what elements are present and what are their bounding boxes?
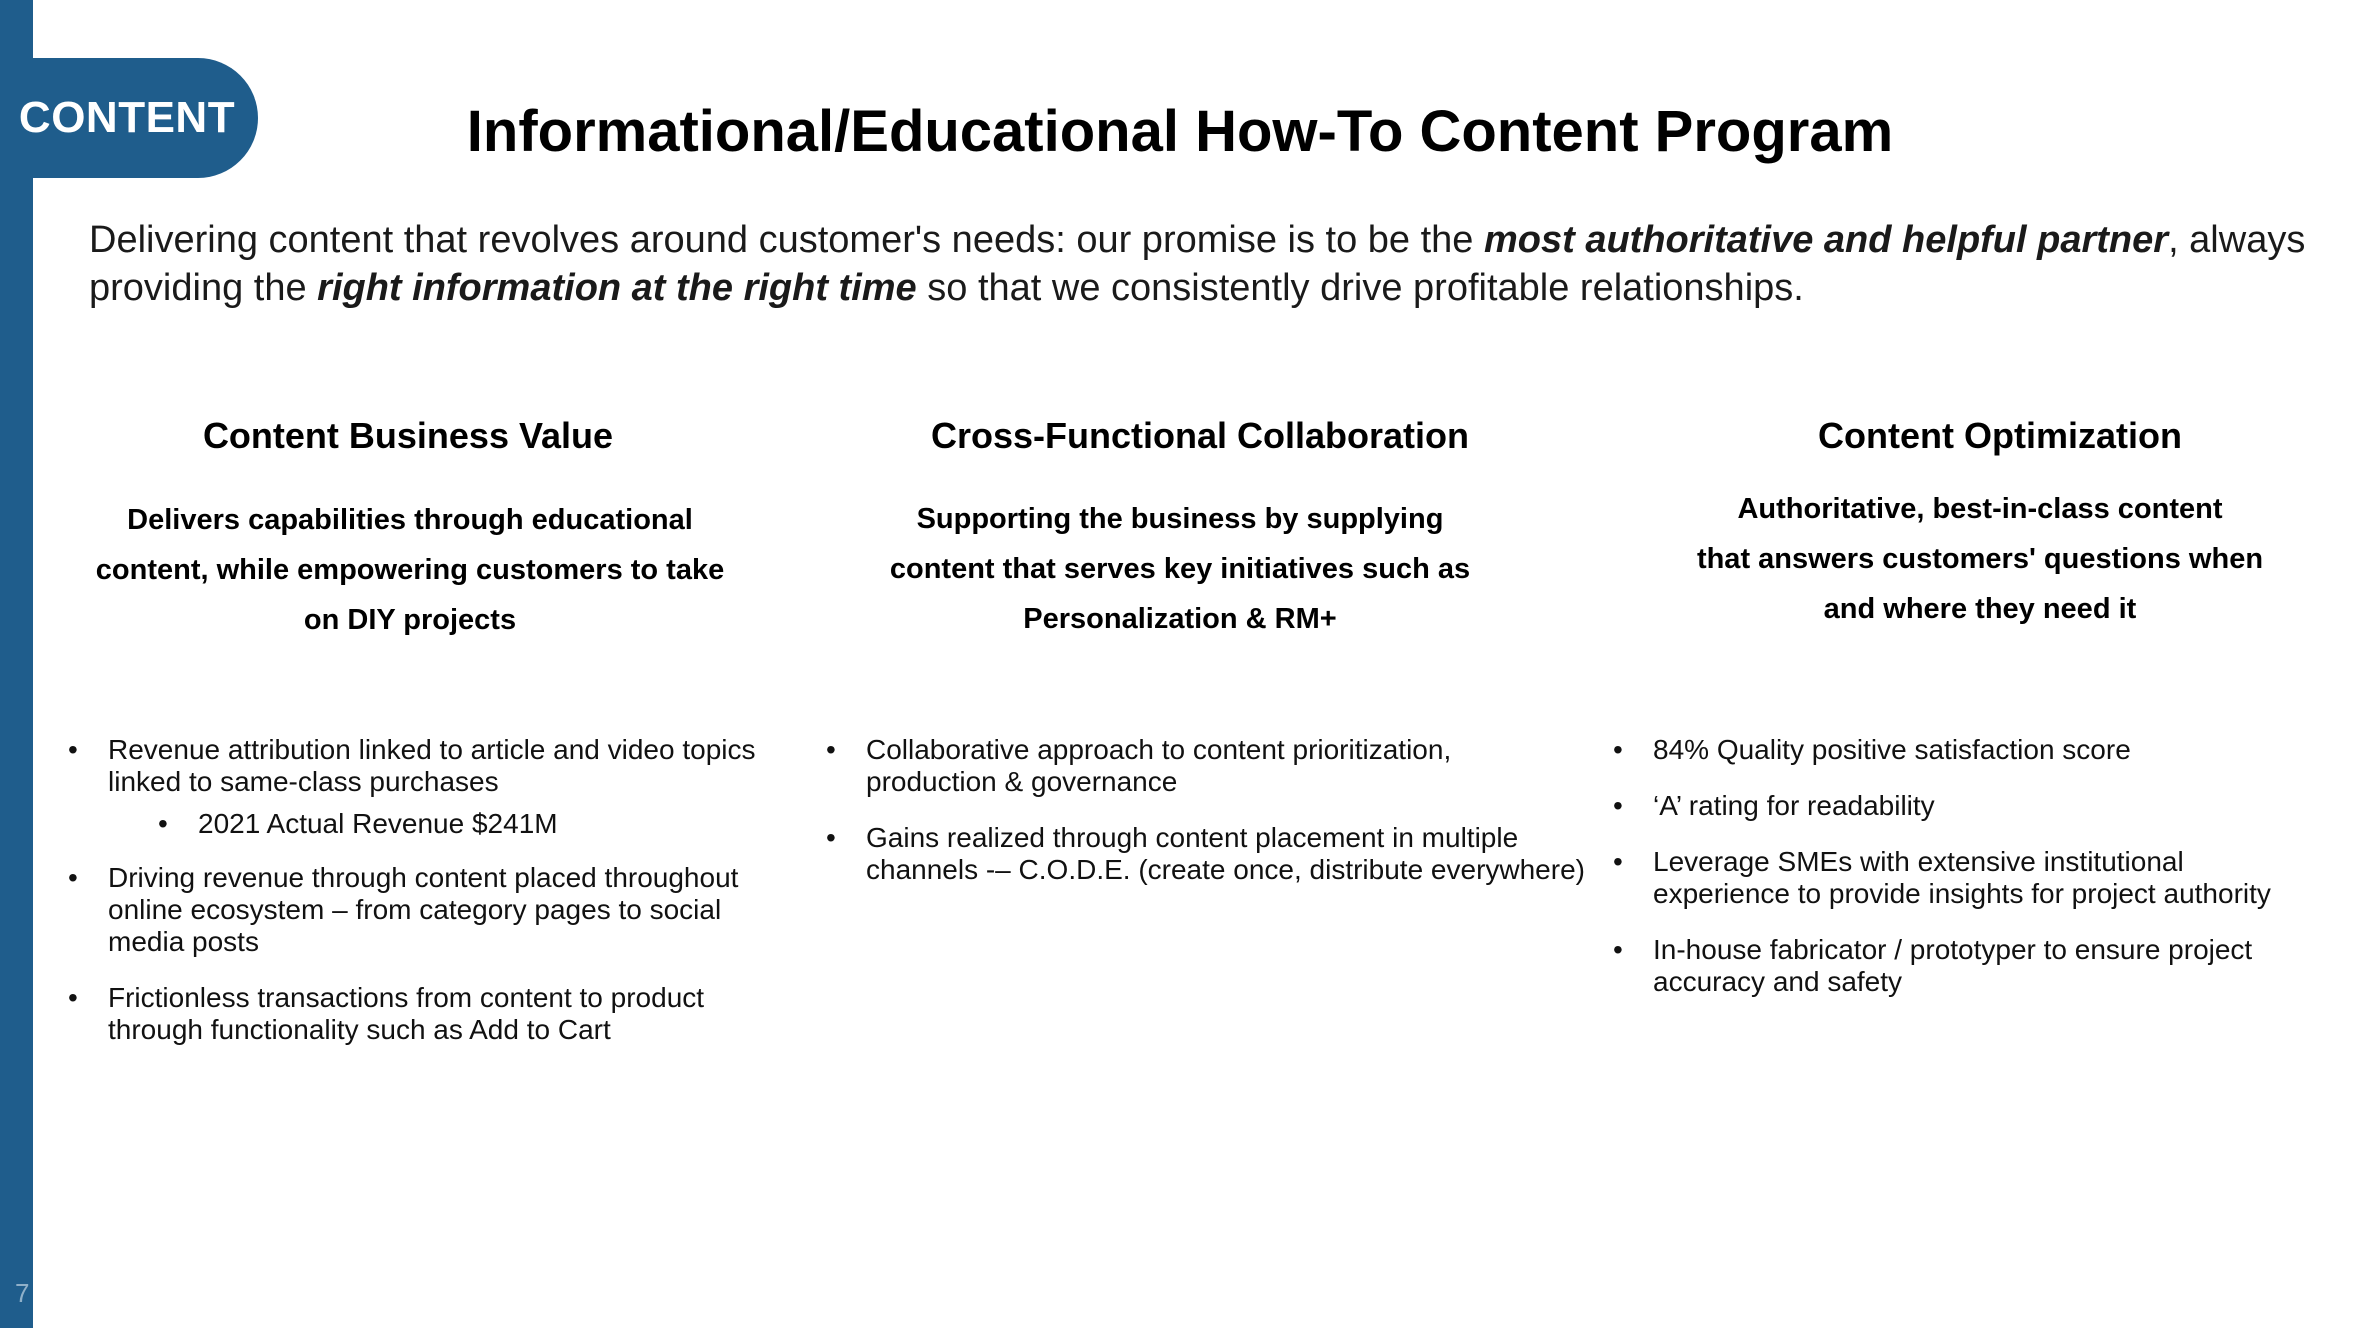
bullet-dot: •: [68, 862, 78, 893]
intro-text-3: so that we consistently drive profitable relationships.: [916, 267, 1804, 309]
list-item-text: Gains realized through content placement in multiple channels -– C.O.D.E. (create once, distribute everywhere): [866, 822, 1585, 885]
column-title-business-value: Content Business Value: [202, 415, 614, 456]
list-item-text: Frictionless transactions from content to product through functionality such as Add to Cart: [108, 982, 705, 1045]
intro-text-2: , always providing the: [89, 219, 2306, 309]
page-number: 7: [15, 1278, 30, 1308]
intro-emphasis-2: right information at the right time: [317, 267, 917, 309]
list-item: [68, 862, 768, 958]
column-title-collaboration: Cross-Functional Collaboration: [930, 415, 1469, 456]
list-item: [1613, 934, 2313, 998]
list-item-text: Driving revenue through content placed throughout online ecosystem – from category pages to social media posts: [108, 862, 739, 957]
subtitle-line: content, while empowering customers to take: [95, 554, 725, 586]
bullet-dot: •: [1613, 934, 1623, 965]
subtitle-line: Delivers capabilities through educational: [127, 504, 693, 536]
left-accent-bar: [0, 0, 33, 1328]
column-subtitle-business-value: [60, 495, 760, 645]
intro-emphasis-1: most authoritative and helpful partner: [1483, 219, 2169, 261]
intro-text-1: Delivering content that revolves around customer's needs: our promise is to be the: [89, 219, 1484, 261]
list-item-text: In-house fabricator / prototyper to ensure project accuracy and safety: [1653, 934, 2253, 997]
list-item: [826, 734, 1586, 798]
list-item: [68, 982, 768, 1046]
bullet-list-optimization: [1613, 734, 2313, 1022]
column-subtitle-collaboration: [820, 494, 1540, 644]
column-title-optimization: Content Optimization: [1818, 415, 2182, 456]
bullet-dot: •: [158, 808, 168, 839]
subtitle-line: Personalization & RM+: [1023, 603, 1337, 635]
bullet-dot: •: [1613, 846, 1623, 877]
bullet-dot: •: [1613, 790, 1623, 821]
bullet-dot: •: [68, 982, 78, 1013]
subtitle-line: that answers customers' questions when: [1696, 543, 2264, 575]
section-tab: CONTENT: [0, 58, 258, 178]
list-item-text: Collaborative approach to content prioritization, production & governance: [866, 734, 1452, 797]
list-item: [1613, 846, 2313, 910]
bullet-list-business-value: [68, 734, 768, 1070]
list-item: [1613, 790, 2313, 822]
list-item: [1613, 734, 2313, 766]
bullet-list-collaboration: [826, 734, 1586, 910]
bullet-dot: •: [826, 734, 836, 765]
subtitle-line: on DIY projects: [303, 604, 517, 636]
intro-paragraph: [89, 216, 2319, 312]
page-title: Informational/Educational How-To Content Program: [466, 99, 1894, 164]
list-item-text: Revenue attribution linked to article and video topics linked to same-class purchases: [108, 734, 756, 797]
column-subtitle-optimization: [1620, 484, 2340, 634]
subtitle-line: Authoritative, best-in-class content: [1737, 493, 2223, 525]
list-item-text: 84% Quality positive satisfaction score: [1653, 734, 2131, 765]
bullet-dot: •: [826, 822, 836, 853]
list-item-text: 2021 Actual Revenue $241M: [198, 808, 558, 839]
subtitle-line: and where they need it: [1823, 593, 2137, 625]
list-item: [68, 734, 768, 798]
subtitle-line: Supporting the business by supplying: [916, 503, 1444, 535]
subtitle-line: content that serves key initiatives such as: [889, 553, 1471, 585]
bullet-dot: •: [68, 734, 78, 765]
sub-list-item: [68, 808, 768, 840]
bullet-dot: •: [1613, 734, 1623, 765]
list-item-text: Leverage SMEs with extensive institutional experience to provide insights for project authority: [1653, 846, 2271, 909]
list-item-text: ‘A’ rating for readability: [1653, 790, 1935, 821]
list-item: [826, 822, 1586, 886]
